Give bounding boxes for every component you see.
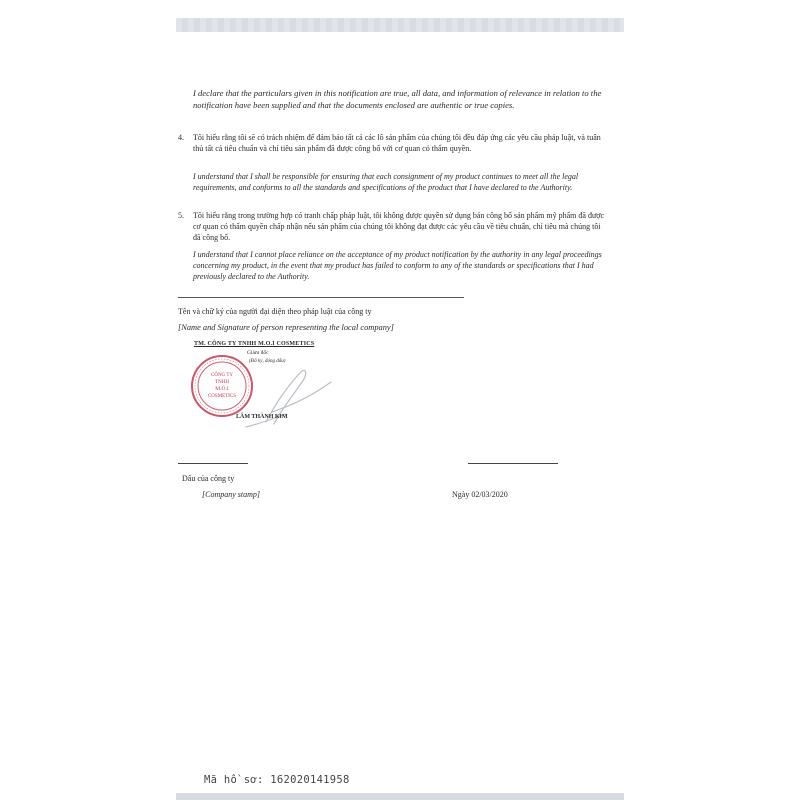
document-page bbox=[176, 32, 624, 793]
signer-name: LÂM THÀNH KIM bbox=[236, 414, 288, 420]
stamp-line-2: TNHH bbox=[215, 380, 229, 385]
declaration-text: I declare that the particulars given in this notification are true, all data, and information of relevance in relation to the notification have been supplied and that the documents enclosed are authentic or true copies. bbox=[193, 88, 602, 110]
company-name: TM. CÔNG TY TNHH M.O.I COSMETICS bbox=[194, 341, 315, 347]
signed-note: (Đã ký, đóng dấu) bbox=[249, 359, 286, 364]
stamp-line-4: COSMETICS bbox=[207, 394, 237, 399]
item-4-english: I understand that I shall be responsible for ensuring that each consignment of my product continues to meet all the legal requirements, and conforms to all the standards and specifications of the product that I have declared to the Authority. bbox=[193, 172, 579, 192]
item-5-english: I understand that I cannot place reliance on the acceptance of my product notification by the authority in any legal proceedings concerning my product, in the event that my product has failed to conform to any of the standards or specifications that I had previously declared to the Authority. bbox=[193, 250, 602, 281]
director-title: Giám đốc bbox=[247, 350, 269, 356]
date-line bbox=[468, 463, 558, 464]
scan-bottom-edge bbox=[176, 793, 624, 800]
handwritten-signature-icon bbox=[206, 352, 356, 442]
item-4-vietnamese: Tôi hiểu rằng tôi sẽ có trách nhiệm để đảm bảo tất cả các lô sản phẩm của chúng tôi đều đáp ứng các yêu cầu pháp luật, và tuân thủ tất cả tiêu chuẩn và chỉ tiêu sản phẩm đã được công bố với cơ quan có thẩm quyền. bbox=[193, 133, 601, 153]
scan-top-edge bbox=[176, 18, 624, 32]
file-code: Mã hồ sơ: 162020141958 bbox=[204, 774, 350, 786]
stamp-line-1: CÔNG TY bbox=[211, 373, 233, 378]
signature-label-en: [Name and Signature of person representing the local company] bbox=[178, 323, 394, 332]
document-date: Ngày 02/03/2020 bbox=[452, 490, 508, 499]
stamp-line-3: M.O.I bbox=[215, 386, 229, 392]
company-stamp-label-en: [Company stamp] bbox=[202, 490, 261, 499]
company-stamp-label-vi: Dấu của công ty bbox=[182, 474, 235, 483]
signature-label-vi: Tên và chữ ký của người đại diện theo pháp luật của công ty bbox=[178, 307, 372, 316]
stamp-line bbox=[178, 463, 248, 464]
item-5-vietnamese: Tôi hiểu rằng trong trường hợp có tranh chấp pháp luật, tôi không được quyền sử dụng bản công bố sản phẩm mỹ phẩm đã được cơ quan có thẩm quyền chấp nhận nếu sản phẩm của chúng tôi không đạt được các yêu cầu về tiêu chuẩn, chỉ tiêu mà chúng tôi đã công bố. bbox=[193, 211, 605, 242]
item-number-4: 4. bbox=[178, 133, 184, 142]
signature-divider bbox=[178, 297, 464, 298]
item-number-5: 5. bbox=[178, 211, 184, 220]
